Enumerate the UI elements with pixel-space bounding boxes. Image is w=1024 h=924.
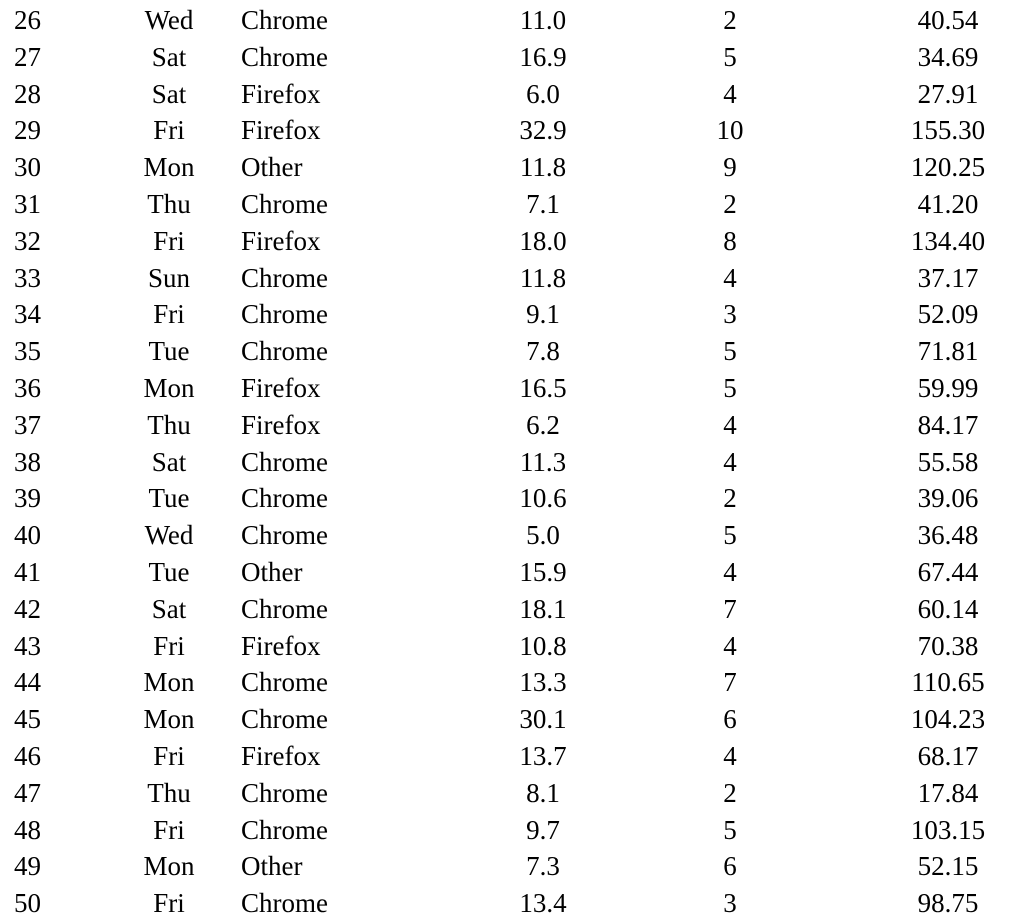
value-cell: 13.4 <box>519 888 567 919</box>
row-id-cell: 34 <box>14 299 41 330</box>
browser-cell: Firefox <box>241 372 321 403</box>
row-id-cell: 47 <box>14 777 41 808</box>
table-row <box>0 112 1024 149</box>
value-cell: 15.9 <box>519 556 567 587</box>
browser-cell: Firefox <box>241 225 321 256</box>
count-cell: 2 <box>723 777 737 808</box>
day-cell: Fri <box>153 115 185 146</box>
table-row <box>0 775 1024 812</box>
row-id-cell: 38 <box>14 446 41 477</box>
value-cell: 6.0 <box>526 78 560 109</box>
row-id-cell: 49 <box>14 851 41 882</box>
value-cell: 11.8 <box>519 262 567 293</box>
browser-cell: Firefox <box>241 740 321 771</box>
row-id-cell: 26 <box>14 5 41 35</box>
table-row <box>0 186 1024 223</box>
count-cell: 4 <box>723 262 737 293</box>
row-id-cell: 33 <box>14 262 41 293</box>
amount-cell: 27.91 <box>917 78 979 109</box>
row-id-cell: 46 <box>14 740 41 771</box>
value-cell: 18.0 <box>519 225 567 256</box>
amount-cell: 41.20 <box>917 188 979 219</box>
count-cell: 2 <box>723 483 737 514</box>
value-cell: 8.1 <box>526 777 560 808</box>
table-row <box>0 76 1024 113</box>
amount-cell: 71.81 <box>917 336 979 367</box>
day-cell: Mon <box>143 152 195 183</box>
browser-cell: Chrome <box>241 814 328 845</box>
value-cell: 9.7 <box>526 814 560 845</box>
day-cell: Fri <box>153 740 185 771</box>
browser-cell: Other <box>241 851 303 882</box>
value-cell: 5.0 <box>526 520 560 551</box>
table-row <box>0 812 1024 849</box>
value-cell: 11.8 <box>519 152 567 183</box>
value-cell: 9.1 <box>526 299 560 330</box>
day-cell: Mon <box>143 851 195 882</box>
browser-cell: Chrome <box>241 520 328 551</box>
value-cell: 16.5 <box>519 372 567 403</box>
count-cell: 6 <box>723 704 737 735</box>
row-id-cell: 45 <box>14 704 41 735</box>
table-row <box>0 370 1024 407</box>
day-cell: Sat <box>151 41 187 72</box>
browser-cell: Chrome <box>241 483 328 514</box>
row-id-cell: 29 <box>14 115 41 146</box>
browser-cell: Chrome <box>241 593 328 624</box>
value-cell: 18.1 <box>519 593 567 624</box>
table-row <box>0 407 1024 444</box>
amount-cell: 103.15 <box>910 814 986 845</box>
amount-cell: 36.48 <box>917 520 979 551</box>
browser-cell: Chrome <box>241 777 328 808</box>
day-cell: Tue <box>148 483 190 514</box>
amount-cell: 68.17 <box>917 740 979 771</box>
amount-cell: 60.14 <box>917 593 979 624</box>
day-cell: Thu <box>147 777 191 808</box>
amount-cell: 120.25 <box>910 152 986 183</box>
row-id-cell: 43 <box>14 630 41 661</box>
value-cell: 6.2 <box>526 409 560 440</box>
value-cell: 10.8 <box>519 630 567 661</box>
browser-cell: Chrome <box>241 5 328 35</box>
browser-cell: Firefox <box>241 630 321 661</box>
count-cell: 2 <box>723 5 737 35</box>
count-cell: 4 <box>723 740 737 771</box>
browser-cell: Chrome <box>241 667 328 698</box>
day-cell: Tue <box>148 556 190 587</box>
amount-cell: 52.09 <box>917 299 979 330</box>
count-cell: 5 <box>723 41 737 72</box>
count-cell: 3 <box>723 299 737 330</box>
count-cell: 7 <box>723 593 737 624</box>
table-row <box>0 296 1024 333</box>
count-cell: 8 <box>723 225 737 256</box>
row-id-cell: 50 <box>14 888 41 919</box>
value-cell: 11.0 <box>519 5 567 35</box>
value-cell: 30.1 <box>519 704 567 735</box>
count-cell: 5 <box>723 336 737 367</box>
day-cell: Wed <box>144 5 194 35</box>
value-cell: 7.8 <box>526 336 560 367</box>
table-row <box>0 664 1024 701</box>
browser-cell: Firefox <box>241 409 321 440</box>
table-row <box>0 554 1024 591</box>
row-id-cell: 28 <box>14 78 41 109</box>
count-cell: 4 <box>723 630 737 661</box>
table-row <box>0 701 1024 738</box>
table-row <box>0 444 1024 481</box>
value-cell: 11.3 <box>519 446 567 477</box>
row-id-cell: 41 <box>14 556 41 587</box>
row-id-cell: 39 <box>14 483 41 514</box>
day-cell: Fri <box>153 630 185 661</box>
count-cell: 7 <box>723 667 737 698</box>
day-cell: Fri <box>153 888 185 919</box>
row-id-cell: 32 <box>14 225 41 256</box>
value-cell: 7.3 <box>526 851 560 882</box>
count-cell: 4 <box>723 446 737 477</box>
count-cell: 2 <box>723 188 737 219</box>
day-cell: Fri <box>153 814 185 845</box>
amount-cell: 37.17 <box>917 262 979 293</box>
day-cell: Sat <box>151 593 187 624</box>
value-cell: 16.9 <box>519 41 567 72</box>
count-cell: 4 <box>723 78 737 109</box>
table-row <box>0 480 1024 517</box>
row-id-cell: 44 <box>14 667 41 698</box>
table-row <box>0 885 1024 922</box>
table-row <box>0 149 1024 186</box>
amount-cell: 17.84 <box>917 777 979 808</box>
table-row <box>0 333 1024 370</box>
day-cell: Sun <box>147 262 191 293</box>
browser-cell: Chrome <box>241 446 328 477</box>
table-row <box>0 591 1024 628</box>
browser-cell: Chrome <box>241 888 328 919</box>
day-cell: Tue <box>148 336 190 367</box>
row-id-cell: 35 <box>14 336 41 367</box>
day-cell: Thu <box>147 188 191 219</box>
amount-cell: 110.65 <box>911 667 985 698</box>
table-row <box>0 223 1024 260</box>
count-cell: 3 <box>723 888 737 919</box>
amount-cell: 59.99 <box>917 372 979 403</box>
browser-cell: Chrome <box>241 41 328 72</box>
row-id-cell: 48 <box>14 814 41 845</box>
day-cell: Fri <box>153 225 185 256</box>
browser-cell: Firefox <box>241 78 321 109</box>
count-cell: 5 <box>723 372 737 403</box>
count-cell: 10 <box>716 115 744 146</box>
amount-cell: 39.06 <box>917 483 979 514</box>
browser-cell: Firefox <box>241 115 321 146</box>
row-id-cell: 31 <box>14 188 41 219</box>
data-table <box>0 2 1024 922</box>
browser-cell: Chrome <box>241 188 328 219</box>
day-cell: Sat <box>151 446 187 477</box>
amount-cell: 34.69 <box>917 41 979 72</box>
browser-cell: Chrome <box>241 299 328 330</box>
table-row <box>0 628 1024 665</box>
table-row <box>0 39 1024 76</box>
amount-cell: 67.44 <box>917 556 979 587</box>
day-cell: Wed <box>144 520 194 551</box>
browser-cell: Chrome <box>241 336 328 367</box>
table-row <box>0 517 1024 554</box>
table-row <box>0 848 1024 885</box>
amount-cell: 52.15 <box>917 851 979 882</box>
count-cell: 4 <box>723 409 737 440</box>
browser-cell: Other <box>241 152 303 183</box>
day-cell: Thu <box>147 409 191 440</box>
day-cell: Sat <box>151 78 187 109</box>
row-id-cell: 36 <box>14 372 41 403</box>
value-cell: 13.3 <box>519 667 567 698</box>
count-cell: 6 <box>723 851 737 882</box>
amount-cell: 70.38 <box>917 630 979 661</box>
browser-cell: Chrome <box>241 704 328 735</box>
value-cell: 7.1 <box>526 188 560 219</box>
count-cell: 5 <box>723 520 737 551</box>
amount-cell: 104.23 <box>910 704 986 735</box>
row-id-cell: 27 <box>14 41 41 72</box>
amount-cell: 40.54 <box>917 5 979 35</box>
count-cell: 5 <box>723 814 737 845</box>
amount-cell: 98.75 <box>917 888 979 919</box>
row-id-cell: 30 <box>14 152 41 183</box>
count-cell: 9 <box>723 152 737 183</box>
value-cell: 32.9 <box>519 115 567 146</box>
day-cell: Mon <box>143 704 195 735</box>
value-cell: 13.7 <box>519 740 567 771</box>
table-row <box>0 738 1024 775</box>
day-cell: Mon <box>143 667 195 698</box>
table-row <box>0 2 1024 39</box>
row-id-cell: 37 <box>14 409 41 440</box>
day-cell: Fri <box>153 299 185 330</box>
amount-cell: 155.30 <box>910 115 986 146</box>
row-id-cell: 40 <box>14 520 41 551</box>
amount-cell: 55.58 <box>917 446 979 477</box>
amount-cell: 134.40 <box>910 225 986 256</box>
browser-cell: Chrome <box>241 262 328 293</box>
count-cell: 4 <box>723 556 737 587</box>
amount-cell: 84.17 <box>917 409 979 440</box>
browser-cell: Other <box>241 556 303 587</box>
table-row <box>0 260 1024 297</box>
value-cell: 10.6 <box>519 483 567 514</box>
day-cell: Mon <box>143 372 195 403</box>
row-id-cell: 42 <box>14 593 41 624</box>
